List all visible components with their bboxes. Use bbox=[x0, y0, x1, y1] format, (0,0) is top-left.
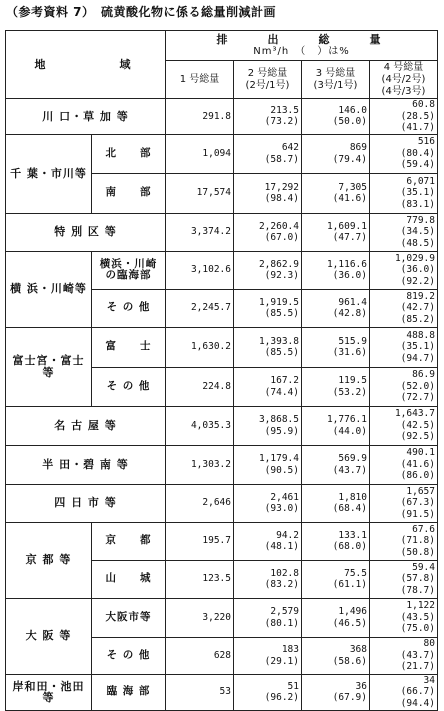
value-cell-c3: 1,116.6 (36.0) bbox=[302, 251, 370, 289]
value-cell-c3: 569.9 (43.7) bbox=[302, 445, 370, 484]
value-cell-c4: 60.8 (28.5) (41.7) bbox=[370, 99, 438, 135]
header-col3: 3 号総量 (3号/1号) bbox=[302, 61, 370, 99]
value-cell-c4: 1,122 (43.5) (75.0) bbox=[370, 598, 438, 637]
value-cell-c1: 3,374.2 bbox=[166, 213, 234, 251]
value-cell-c1: 53 bbox=[166, 674, 234, 710]
subregion-cell: そ の 他 bbox=[92, 289, 166, 327]
value-cell-c4: 779.8 (34.5) (48.5) bbox=[370, 213, 438, 251]
subregion-cell: 京 都 bbox=[92, 522, 166, 560]
subregion-cell: 南 部 bbox=[92, 173, 166, 213]
value-cell-c3: 1,609.1 (47.7) bbox=[302, 213, 370, 251]
region-cell: 横 浜・川崎等 bbox=[6, 251, 92, 327]
value-cell-c1: 1,303.2 bbox=[166, 445, 234, 484]
region-cell: 千 葉・市川等 bbox=[6, 134, 92, 213]
value-cell-c1: 3,102.6 bbox=[166, 251, 234, 289]
value-cell-c4: 490.1 (41.6) (86.0) bbox=[370, 445, 438, 484]
value-cell-c3: 1,496 (46.5) bbox=[302, 598, 370, 637]
value-cell-c4: 1,029.9 (36.0) (92.2) bbox=[370, 251, 438, 289]
value-cell-c4: 1,657 (67.3) (91.5) bbox=[370, 484, 438, 522]
value-cell-c4: 86.9 (52.0) (72.7) bbox=[370, 367, 438, 406]
subregion-cell: 横浜・川崎 の臨海部 bbox=[92, 251, 166, 289]
value-cell-c4: 6,071 (35.1) (83.1) bbox=[370, 173, 438, 213]
value-cell-c3: 1,776.1 (44.0) bbox=[302, 406, 370, 445]
document-title: （参考資料 7） 硫黄酸化物に係る総量削減計画 bbox=[6, 5, 277, 19]
region-cell: 半 田・碧 南 等 bbox=[6, 445, 166, 484]
value-cell-c1: 224.8 bbox=[166, 367, 234, 406]
value-cell-c1: 2,646 bbox=[166, 484, 234, 522]
value-cell-c2: 3,868.5 (95.9) bbox=[234, 406, 302, 445]
value-cell-c3: 7,305 (41.6) bbox=[302, 173, 370, 213]
value-cell-c2: 94.2 (48.1) bbox=[234, 522, 302, 560]
subregion-cell: 富 士 bbox=[92, 327, 166, 367]
table-row bbox=[6, 598, 438, 637]
subregion-cell: 大阪市等 bbox=[92, 598, 166, 637]
table-row bbox=[6, 327, 438, 367]
subregion-cell: そ の 他 bbox=[92, 637, 166, 674]
table-row bbox=[6, 406, 438, 445]
table-row bbox=[6, 99, 438, 135]
table-row bbox=[6, 522, 438, 560]
region-cell: 京 都 等 bbox=[6, 522, 92, 598]
table-body bbox=[6, 99, 438, 711]
value-cell-c1: 4,035.3 bbox=[166, 406, 234, 445]
value-cell-c4: 59.4 (57.8) (78.7) bbox=[370, 560, 438, 598]
subregion-cell: 北 部 bbox=[92, 134, 166, 173]
value-cell-c2: 213.5 (73.2) bbox=[234, 99, 302, 135]
header-col4: 4 号総量 (4号/2号) (4号/3号) bbox=[370, 61, 438, 99]
value-cell-c3: 368 (58.6) bbox=[302, 637, 370, 674]
region-cell: 四 日 市 等 bbox=[6, 484, 166, 522]
region-cell: 岸和田・池田等 bbox=[6, 674, 92, 710]
value-cell-c4: 488.8 (35.1) (94.7) bbox=[370, 327, 438, 367]
region-cell: 富士宮・富士等 bbox=[6, 327, 92, 406]
value-cell-c3: 133.1 (68.0) bbox=[302, 522, 370, 560]
subregion-cell: そ の 他 bbox=[92, 367, 166, 406]
header-unit: Nm³/h （ ）は% bbox=[253, 45, 350, 57]
value-cell-c2: 2,579 (80.1) bbox=[234, 598, 302, 637]
value-cell-c3: 869 (79.4) bbox=[302, 134, 370, 173]
value-cell-c2: 2,260.4 (67.0) bbox=[234, 213, 302, 251]
value-cell-c3: 36 (67.9) bbox=[302, 674, 370, 710]
value-cell-c4: 1,643.7 (42.5) (92.5) bbox=[370, 406, 438, 445]
subregion-cell: 臨 海 部 bbox=[92, 674, 166, 710]
value-cell-c3: 75.5 (61.1) bbox=[302, 560, 370, 598]
value-cell-c2: 2,862.9 (92.3) bbox=[234, 251, 302, 289]
header-region: 地 域 bbox=[6, 31, 166, 99]
value-cell-c1: 628 bbox=[166, 637, 234, 674]
region-cell: 川 口・草 加 等 bbox=[6, 99, 166, 135]
value-cell-c4: 80 (43.7) (21.7) bbox=[370, 637, 438, 674]
value-cell-c2: 1,179.4 (90.5) bbox=[234, 445, 302, 484]
value-cell-c2: 1,393.8 (85.5) bbox=[234, 327, 302, 367]
value-cell-c1: 2,245.7 bbox=[166, 289, 234, 327]
value-cell-c3: 515.9 (31.6) bbox=[302, 327, 370, 367]
header-col2: 2 号総量 (2号/1号) bbox=[234, 61, 302, 99]
value-cell-c1: 123.5 bbox=[166, 560, 234, 598]
value-cell-c2: 183 (29.1) bbox=[234, 637, 302, 674]
table-row bbox=[6, 484, 438, 522]
value-cell-c2: 167.2 (74.4) bbox=[234, 367, 302, 406]
value-cell-c1: 1,094 bbox=[166, 134, 234, 173]
value-cell-c2: 642 (58.7) bbox=[234, 134, 302, 173]
value-cell-c4: 819.2 (42.7) (85.2) bbox=[370, 289, 438, 327]
emission-table bbox=[5, 30, 438, 711]
value-cell-c1: 1,630.2 bbox=[166, 327, 234, 367]
table-row bbox=[6, 674, 438, 710]
table-row bbox=[6, 445, 438, 484]
subregion-cell: 山 城 bbox=[92, 560, 166, 598]
value-cell-c3: 119.5 (53.2) bbox=[302, 367, 370, 406]
value-cell-c3: 146.0 (50.0) bbox=[302, 99, 370, 135]
value-cell-c1: 291.8 bbox=[166, 99, 234, 135]
value-cell-c4: 34 (66.7) (94.4) bbox=[370, 674, 438, 710]
value-cell-c2: 1,919.5 (85.5) bbox=[234, 289, 302, 327]
table-row bbox=[6, 251, 438, 289]
table-row bbox=[6, 134, 438, 173]
value-cell-c1: 195.7 bbox=[166, 522, 234, 560]
header-col1: 1 号総量 bbox=[166, 61, 234, 99]
header-emission bbox=[166, 31, 438, 61]
value-cell-c2: 102.8 (83.2) bbox=[234, 560, 302, 598]
value-cell-c3: 961.4 (42.8) bbox=[302, 289, 370, 327]
value-cell-c2: 17,292 (98.4) bbox=[234, 173, 302, 213]
value-cell-c4: 67.6 (71.8) (50.8) bbox=[370, 522, 438, 560]
header-emission-main: 排 出 総 量 bbox=[216, 32, 387, 46]
table-row bbox=[6, 213, 438, 251]
value-cell-c1: 3,220 bbox=[166, 598, 234, 637]
value-cell-c3: 1,810 (68.4) bbox=[302, 484, 370, 522]
value-cell-c1: 17,574 bbox=[166, 173, 234, 213]
value-cell-c4: 516 (80.4) (59.4) bbox=[370, 134, 438, 173]
value-cell-c2: 51 (96.2) bbox=[234, 674, 302, 710]
region-cell: 特 別 区 等 bbox=[6, 213, 166, 251]
value-cell-c2: 2,461 (93.0) bbox=[234, 484, 302, 522]
region-cell: 大 阪 等 bbox=[6, 598, 92, 674]
region-cell: 名 古 屋 等 bbox=[6, 406, 166, 445]
